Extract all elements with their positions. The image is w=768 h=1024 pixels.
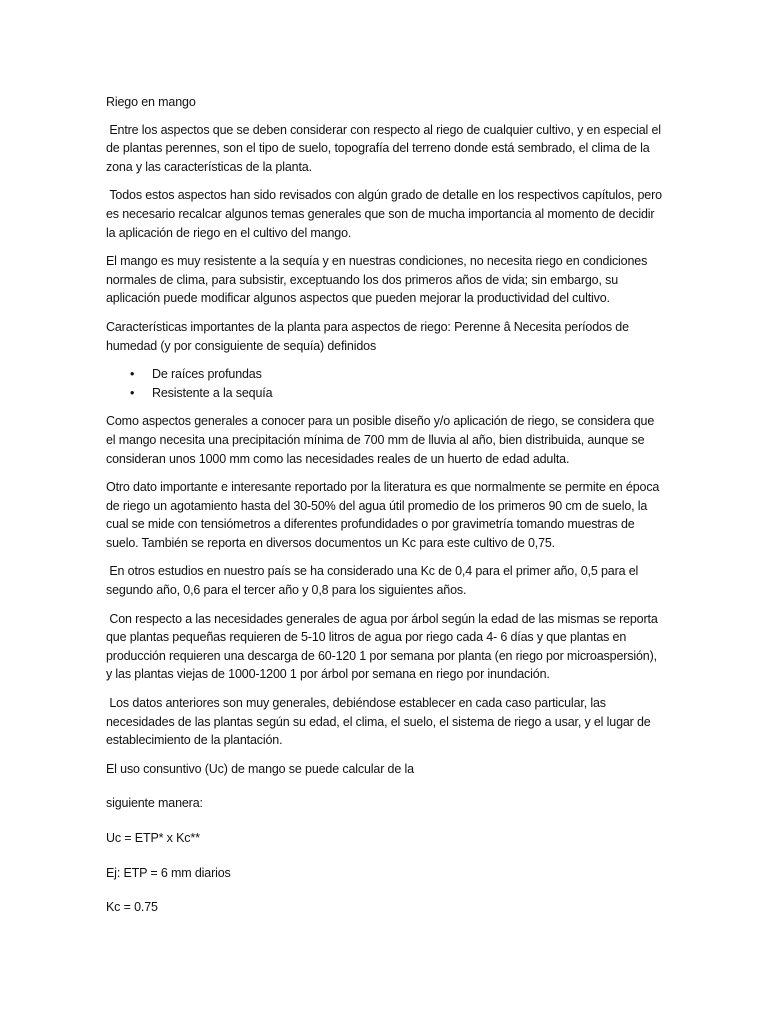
paragraph-drought-resistance: El mango es muy resistente a la sequía y en nuestras condiciones, no necesita riego en condiciones normales de clima, para subsistir, exceptuando los dos primeros años de vida; sin embargo, su aplicación puede modificar algunos aspectos que pueden mejorar la productividad del cultivo. <box>106 254 651 306</box>
paragraph-kc-studies: En otros estudios en nuestro país se ha considerado una Kc de 0,4 para el primer año, 0,5 para el segundo año, 0,6 para el tercer año y 0,8 para los siguientes años. <box>106 564 642 598</box>
characteristics-list <box>106 365 666 402</box>
paragraph-characteristics: Características importantes de la planta para aspectos de riego: Perenne â Necesita períodos de humedad (y por consiguiente de sequía) definidos <box>106 319 633 353</box>
document-page <box>106 93 666 933</box>
paragraph-depletion: Otro dato importante e interesante reportado por la literatura es que normalmente se permite en época de riego un agotamiento hasta del 30-50% del agua útil promedio de los primeros 90 cm de suelo, la cual se mide con tensiómetros a diferentes profundidades o por gravimetría tomando muestras de suelo. También se reporta en diversos documentos un Kc para este cultivo de 0,75. <box>106 480 663 550</box>
paragraph-intro: Entre los aspectos que se deben considerar con respecto al riego de cualquier cultivo, y en especial el de plantas perennes, son el tipo de suelo, topografía del terreno donde está sembrado, el clima de la zona y las características de la planta. <box>106 122 665 174</box>
paragraph-water-needs: Con respecto a las necesidades generales de agua por árbol según la edad de las mismas se reporta que plantas pequeñas requieren de 5-10 litros de agua por riego cada 4- 6 días y que plantas en producción requieren una descarga de 60-120 1 por semana por planta (en riego por microaspersión), y las plantas viejas de 1000-1200 1 por árbol por semana en riego por inundación. <box>106 611 661 682</box>
paragraph-precipitation: Como aspectos generales a conocer para un posible diseño y/o aplicación de riego, se considera que el mango necesita una precipitación mínima de 700 mm de lluvia al año, bien distribuida, aunque se consideran unos 1000 mm como las necesidades reales de un huerto de edad adulta. <box>106 414 658 466</box>
formula-intro-continued: siguiente manera: <box>106 796 203 811</box>
document-title: Riego en mango <box>106 95 196 109</box>
paragraph-aspects: Todos estos aspectos han sido revisados con algún grado de detalle en los respectivos capítulos, pero es necesario recalcar algunos temas generales que son de mucha importancia al momento de decidir la aplicación de riego en el cultivo del mango. <box>106 188 666 240</box>
list-item: • Resistente a la sequía <box>106 384 666 403</box>
paragraph-general-data: Los datos anteriores son muy generales, debiéndose establecer en cada caso particular, las necesidades de las plantas según su edad, el clima, el suelo, el sistema de riego a usar, y el lugar de establecimiento de la plantación. <box>106 696 654 748</box>
formula-kc-value: Kc = 0.75 <box>106 900 158 915</box>
list-item: • De raíces profundas <box>106 365 666 384</box>
formula-example-etp: Ej: ETP = 6 mm diarios <box>106 865 231 880</box>
formula-intro-line: El uso consuntivo (Uc) de mango se puede calcular de la <box>106 761 414 776</box>
formula-uc: Uc = ETP* x Kc** <box>106 831 200 845</box>
